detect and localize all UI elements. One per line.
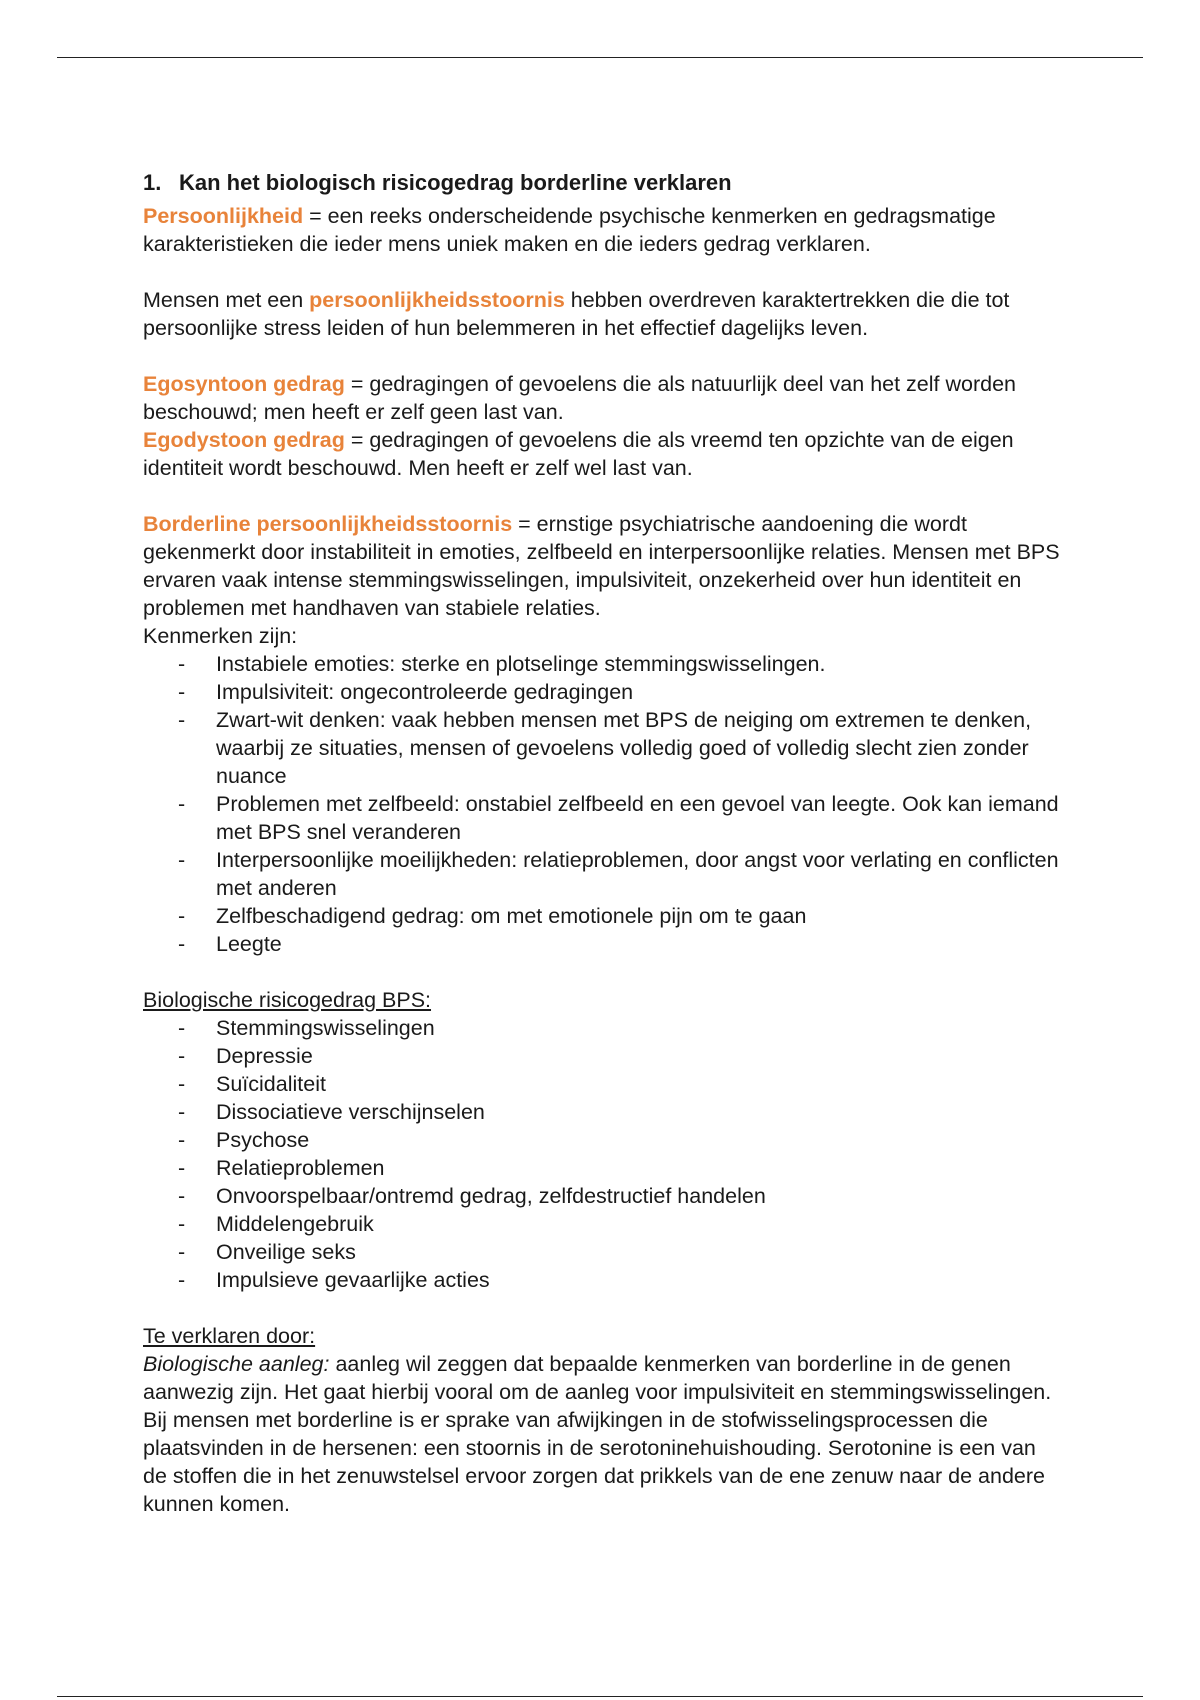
- list-item: - Instabiele emoties: sterke en plotselinge stemmingswisselingen.: [216, 650, 1063, 678]
- paragraph-egosyntoon: [143, 370, 1063, 426]
- paragraph-biologische-aanleg: [143, 1350, 1063, 1518]
- list-item: - Zwart-wit denken: vaak hebben mensen met BPS de neiging om extremen te denken, waarbij ze situaties, mensen of gevoelens volledig goed of volledig slecht zien zonder nuance: [216, 706, 1063, 790]
- stoornis-intro: Mensen met een: [143, 288, 310, 312]
- kenmerken-intro: Kenmerken zijn:: [143, 624, 298, 648]
- term-egodystoon: Egodystoon gedrag: [143, 428, 345, 452]
- risicogedrag-list: [143, 1014, 1063, 1294]
- section-heading: [143, 168, 1063, 198]
- list-item: - Psychose: [216, 1126, 1063, 1154]
- term-egosyntoon: Egosyntoon gedrag: [143, 372, 345, 396]
- list-item: - Leegte: [216, 930, 1063, 958]
- definition-egosyntoon: = gedragingen of gevoelens die als natuurlijk deel van het zelf worden beschouwd; men heeft er zelf geen last van.: [143, 372, 1017, 424]
- term-persoonlijkheid: Persoonlijkheid: [143, 204, 304, 228]
- term-bps: Borderline persoonlijkheidsstoornis: [143, 512, 513, 536]
- list-item: - Problemen met zelfbeeld: onstabiel zelfbeeld en een gevoel van leegte. Ook kan iemand met BPS snel veranderen: [216, 790, 1063, 846]
- paragraph-bps: [143, 510, 1063, 622]
- list-item: - Onveilige seks: [216, 1238, 1063, 1266]
- list-item: - Relatieproblemen: [216, 1154, 1063, 1182]
- list-item: - Impulsieve gevaarlijke acties: [216, 1266, 1063, 1294]
- heading-title: Kan het biologisch risicogedrag borderline verklaren: [179, 170, 732, 195]
- definition-egodystoon: = gedragingen of gevoelens die als vreemd ten opzichte van de eigen identiteit wordt beschouwd. Men heeft er zelf wel last van.: [143, 428, 1014, 480]
- heading-number: 1.: [143, 170, 162, 195]
- list-item: - Dissociatieve verschijnselen: [216, 1098, 1063, 1126]
- definition-persoonlijkheid: = een reeks onderscheidende psychische kenmerken en gedragsmatige karakteristieken die ieder mens uniek maken en die ieders gedrag verklaren.: [143, 204, 996, 256]
- stoornis-text: hebben overdreven karaktertrekken die die tot persoonlijke stress leiden of hun belemmeren in het effectief dagelijks leven.: [143, 288, 1010, 340]
- list-item: - Zelfbeschadigend gedrag: om met emotionele pijn om te gaan: [216, 902, 1063, 930]
- list-item: - Middelengebruik: [216, 1210, 1063, 1238]
- kenmerken-list: [143, 650, 1063, 958]
- list-item: - Onvoorspelbaar/ontremd gedrag, zelfdestructief handelen: [216, 1182, 1063, 1210]
- paragraph-persoonlijkheidsstoornis: [143, 286, 1063, 342]
- risicogedrag-title: Biologische risicogedrag BPS:: [143, 988, 432, 1012]
- page-bottom-rule: [57, 1696, 1143, 1697]
- list-item: - Depressie: [216, 1042, 1063, 1070]
- page-top-rule: [57, 57, 1143, 58]
- list-item: - Suïcidaliteit: [216, 1070, 1063, 1098]
- term-persoonlijkheidsstoornis: persoonlijkheidsstoornis: [309, 288, 565, 312]
- definition-bps: = ernstige psychiatrische aandoening die wordt gekenmerkt door instabiliteit in emoties, zelfbeeld en interpersoonlijke relaties. Mensen met BPS ervaren vaak intense stemmingswisselingen, impulsiviteit, onzekerheid over hun identiteit en problemen met handhaven van stabiele relaties.: [143, 512, 1060, 620]
- list-item: - Impulsiviteit: ongecontroleerde gedragingen: [216, 678, 1063, 706]
- paragraph-persoonlijkheid: [143, 202, 1063, 258]
- document-body: [143, 168, 1063, 1518]
- list-item: - Stemmingswisselingen: [216, 1014, 1063, 1042]
- list-item: - Interpersoonlijke moeilijkheden: relatieproblemen, door angst voor verlating en conflicten met anderen: [216, 846, 1063, 902]
- aanleg-lead: Biologische aanleg:: [143, 1352, 330, 1376]
- aanleg-text: aanleg wil zeggen dat bepaalde kenmerken van borderline in de genen aanwezig zijn. Het gaat hierbij vooral om de aanleg voor impulsiviteit en stemmingswisselingen. Bij mensen met borderline is er sprake van afwijkingen in de stofwisselingsprocessen die plaatsvinden in de hersenen: een stoornis in de serotoninehuishouding. Serotonine is een van de stoffen die in het zenuwstelsel ervoor zorgen dat prikkels van de ene zenuw naar de andere kunnen komen.: [143, 1352, 1052, 1516]
- paragraph-egodystoon: [143, 426, 1063, 482]
- verklaring-title: Te verklaren door:: [143, 1324, 316, 1348]
